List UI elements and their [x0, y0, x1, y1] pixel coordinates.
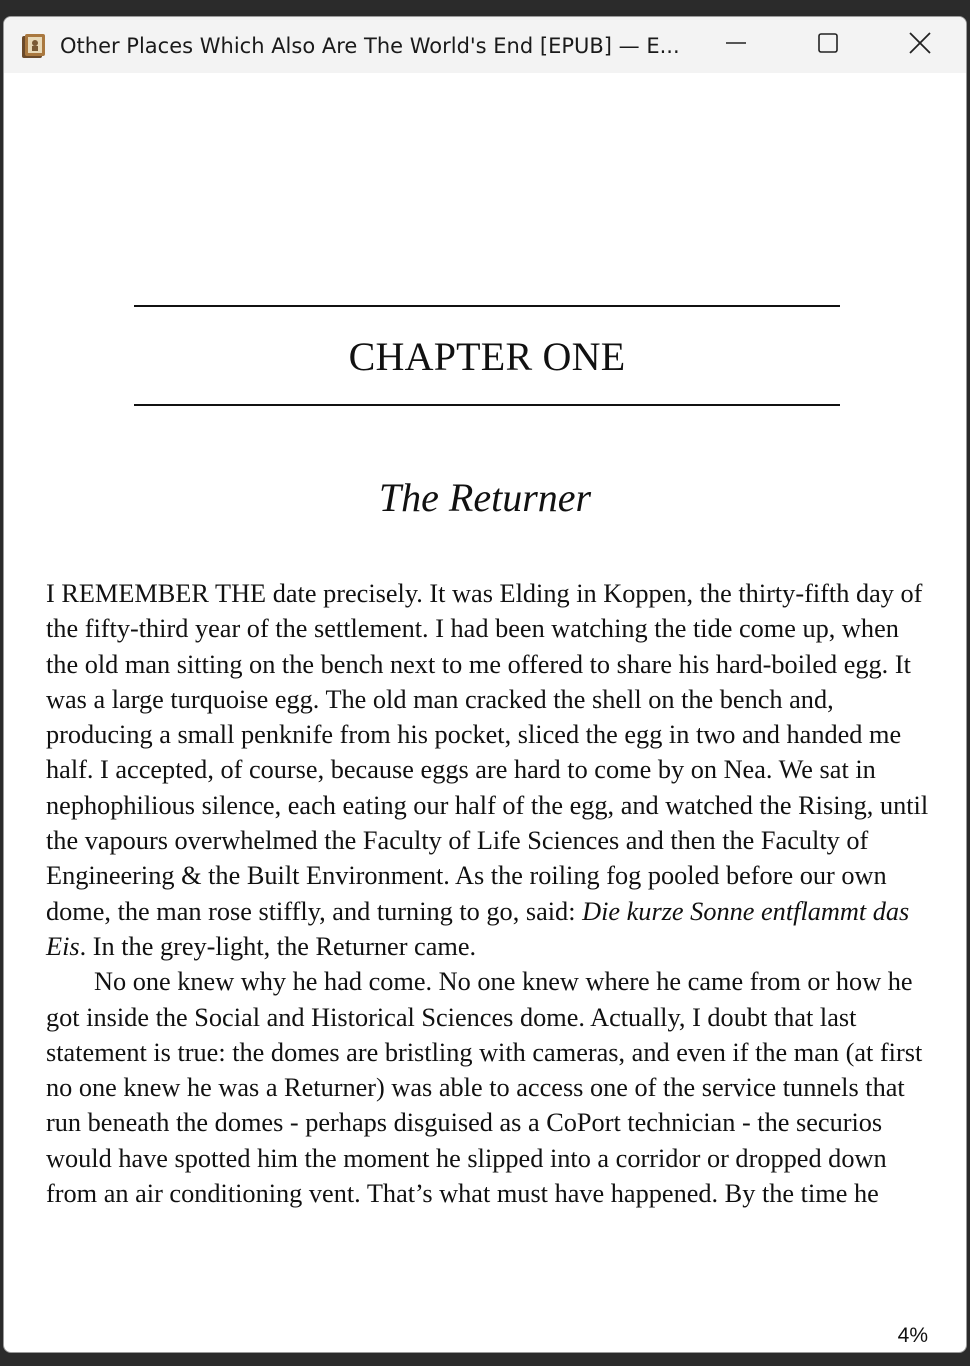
reading-progress: 4% — [897, 1324, 928, 1347]
minimize-button[interactable] — [690, 17, 782, 73]
reader-window — [3, 16, 967, 1353]
maximize-icon — [817, 32, 839, 59]
maximize-button[interactable] — [782, 17, 874, 73]
title-bar[interactable] — [4, 17, 966, 73]
paragraph-1-italic-quote: Die kurze Sonne entflammt das Eis — [46, 896, 910, 961]
book-page[interactable] — [4, 73, 966, 1352]
chapter-rule-top — [134, 305, 840, 307]
chapter-title: The Returner — [378, 475, 592, 520]
minimize-icon — [725, 32, 747, 59]
chapter-heading: CHAPTER ONE — [348, 334, 626, 379]
paragraph-1-text-a: I REMEMBER THE date precisely. It was Elding in Koppen, the thirty-fifth day of the fifty-third year of the settlement. I had been watching the tide come up, when the old man sitting on the bench next to me offered to share his hard-boiled egg. It was a large turquoise egg. The old man cracked the shell on the bench and, producing a small penknife from his pocket, sliced the egg in two and handed me half. I accepted, of course, because eggs are hard to come by on Nea. We sat in nephophilious silence, each eating our half of the egg, and watched the Rising, until the vapours overwhelmed the Faculty of Life Sciences and then the Faculty of Engineering & the Built Environment. As the roiling fog pooled before our own dome, the man rose stiffly, and turning to go, said: — [46, 579, 929, 926]
paragraph-1-text-b: . In the grey-light, the Returner came. — [79, 931, 477, 961]
paragraph-1 — [46, 576, 936, 964]
ebook-reader-icon[interactable] — [19, 31, 49, 61]
chapter-rule-bottom — [134, 404, 840, 406]
close-button[interactable] — [874, 17, 966, 73]
window-title: Other Places Which Also Are The World's End [EPUB] — E... — [60, 34, 680, 58]
chapter-body — [46, 576, 936, 1211]
close-icon — [908, 31, 932, 60]
paragraph-2: No one knew why he had come. No one knew where he came from or how he got inside the Social and Historical Sciences dome. Actually, I doubt that last statement is true: the domes are bristling with cameras, and even if the man (at first no one knew he was a Returner) was able to access one of the service tunnels that run beneath the domes - perhaps disguised as a CoPort technician - the securios would have spotted him the moment he slipped into a corridor or dropped down from an air conditioning vent. That’s what must have happened. By the time he — [46, 967, 923, 1209]
